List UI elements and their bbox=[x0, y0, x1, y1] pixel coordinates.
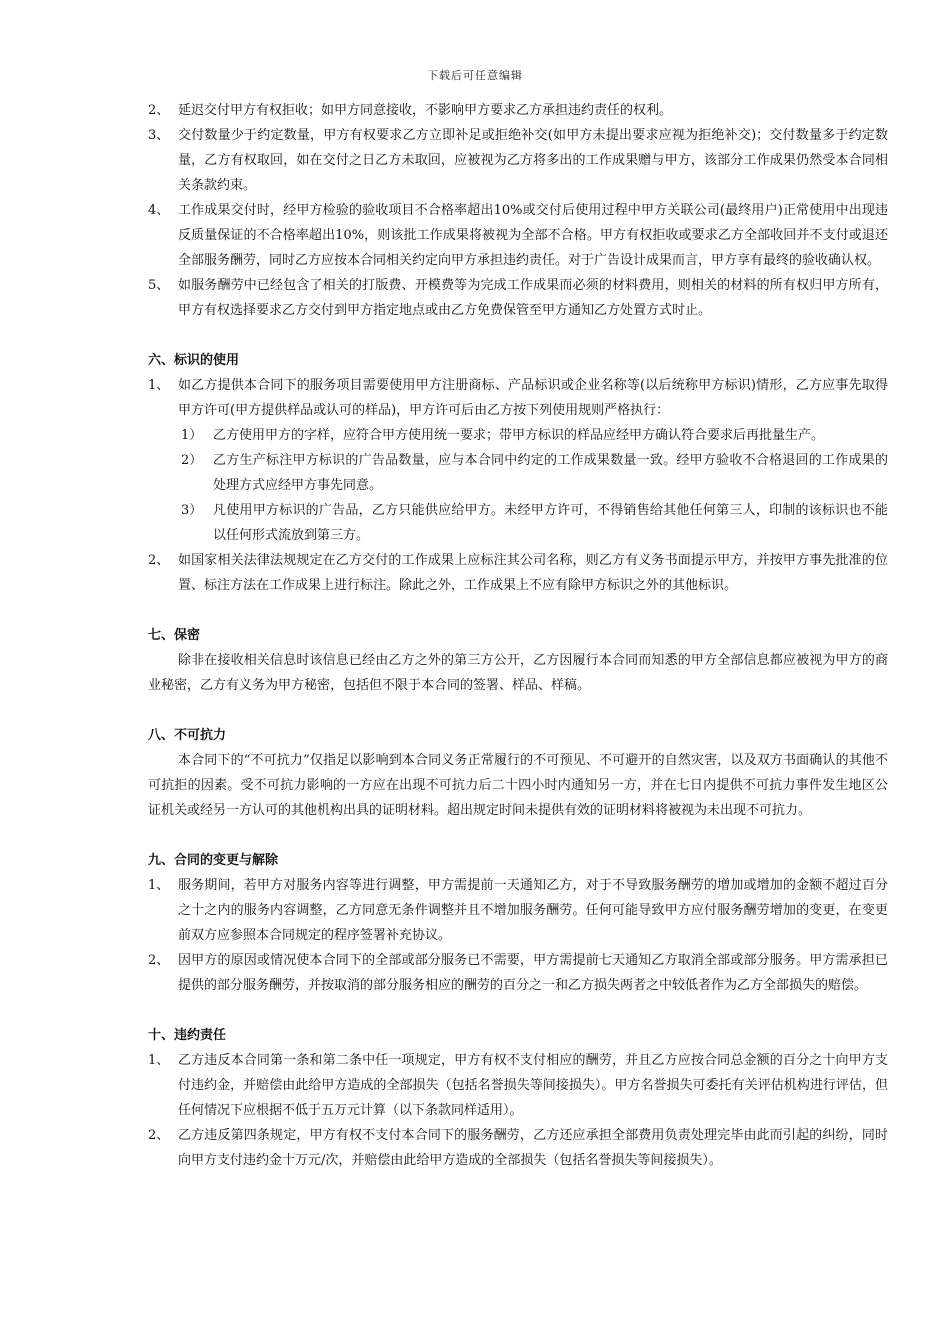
section-heading: 六、标识的使用 bbox=[148, 353, 240, 368]
sub-list-text: 凡使用甲方标识的广告品，乙方只能供应给甲方。未经甲方许可，不得销售给其他任何第三人，印制的该标识也不能以任何形式流放到第三方。 bbox=[213, 503, 888, 543]
sub-list-text: 乙方使用甲方的字样，应符合甲方使用统一要求；带甲方标识的样品应经甲方确认符合要求后再批量生产。 bbox=[213, 428, 825, 443]
list-item bbox=[148, 373, 888, 423]
document-body bbox=[148, 98, 888, 1173]
page-header: 下载后可任意编辑 bbox=[427, 69, 523, 82]
list-text: 如国家相关法律法规规定在乙方交付的工作成果上应标注其公司名称，则乙方有义务书面提示甲方，并按甲方事先批准的位置、标注方法在工作成果上进行标注。除此之外，工作成果上不应有除甲方标识之外的其他标识。 bbox=[178, 553, 888, 593]
list-item bbox=[148, 198, 888, 273]
list-text: 工作成果交付时，经甲方检验的验收项目不合格率超出10%或交付后使用过程中甲方关联公司(最终用户)正常使用中出现违反质量保证的不合格率超出10%，则该批工作成果将被视为全部不合格。甲方有权拒收或要求乙方全部收回并不支付或退还全部服务酬劳，同时乙方应按本合同相关约定向甲方承担违约责任。对于广告设计成果而言，甲方享有最终的验收确认权。 bbox=[178, 203, 888, 268]
list-text: 乙方违反本合同第一条和第二条中任一项规定，甲方有权不支付相应的酬劳，并且乙方应按合同总金额的百分之十向甲方支付违约金，并赔偿由此给甲方造成的全部损失（包括名誉损失等间接损失）。甲方名誉损失可委托有关评估机构进行评估，但任何情况下应根据不低于五万元计算（以下条款同样适用）。 bbox=[178, 1053, 888, 1118]
list-number: 5、 bbox=[148, 278, 170, 293]
sub-list-text: 乙方生产标注甲方标识的广告品数量，应与本合同中约定的工作成果数量一致。经甲方验收不合格退回的工作成果的处理方式应经甲方事先同意。 bbox=[213, 453, 888, 493]
list-item bbox=[148, 873, 888, 948]
list-number: 1、 bbox=[148, 878, 170, 893]
list-number: 4、 bbox=[148, 203, 170, 218]
list-item bbox=[148, 1123, 888, 1173]
list-item bbox=[148, 98, 888, 123]
section-heading: 八、不可抗力 bbox=[148, 728, 227, 743]
list-number: 2、 bbox=[148, 1128, 170, 1143]
list-item bbox=[148, 123, 888, 198]
section-paragraph: 除非在接收相关信息时该信息已经由乙方之外的第三方公开，乙方因履行本合同而知悉的甲方全部信息都应被视为甲方的商业秘密，乙方有义务为甲方秘密，包括但不限于本合同的签署、样品、样稿。 bbox=[148, 653, 888, 693]
list-text: 服务期间，若甲方对服务内容等进行调整，甲方需提前一天通知乙方，对于不导致服务酬劳的增加或增加的金额不超过百分之十之内的服务内容调整，乙方同意无条件调整并且不增加服务酬劳。任何可能导致甲方应付服务酬劳增加的变更，在变更前双方应参照本合同规定的程序签署补充协议。 bbox=[178, 878, 888, 943]
list-number: 1、 bbox=[148, 378, 170, 393]
list-item bbox=[148, 1048, 888, 1123]
list-text: 交付数量少于约定数量，甲方有权要求乙方立即补足或拒绝补交(如甲方未提出要求应视为拒绝补交)；交付数量多于约定数量，乙方有权取回，如在交付之日乙方未取回，应被视为乙方将多出的工作成果赠与甲方，该部分工作成果仍然受本合同相关条款约束。 bbox=[178, 128, 888, 193]
list-item bbox=[148, 273, 888, 323]
sub-list-number: 3） bbox=[181, 503, 203, 518]
section-heading: 十、违约责任 bbox=[148, 1028, 227, 1043]
sub-list-number: 1） bbox=[181, 428, 203, 443]
sub-list-item bbox=[181, 448, 888, 498]
section-heading: 七、保密 bbox=[148, 628, 201, 643]
section-paragraph: 本合同下的“不可抗力”仅指足以影响到本合同义务正常履行的不可预见、不可避开的自然灾害，以及双方书面确认的其他不可抗拒的因素。受不可抗力影响的一方应在出现不可抗力后二十四小时内通知另一方，并在七日内提供不可抗力事件发生地区公证机关或经另一方认可的其他机构出具的证明材料。超出规定时间未提供有效的证明材料将被视为未出现不可抗力。 bbox=[148, 753, 888, 818]
list-number: 2、 bbox=[148, 953, 170, 968]
list-number: 1、 bbox=[148, 1053, 170, 1068]
list-item bbox=[148, 948, 888, 998]
sub-list-item bbox=[181, 498, 888, 548]
list-text: 如乙方提供本合同下的服务项目需要使用甲方注册商标、产品标识或企业名称等(以后统称甲方标识)情形，乙方应事先取得甲方许可(甲方提供样品或认可的样品)，甲方许可后由乙方按下列使用规则严格执行： bbox=[178, 378, 888, 418]
list-text: 如服务酬劳中已经包含了相关的打版费、开模费等为完成工作成果而必须的材料费用，则相关的材料的所有权归甲方所有，甲方有权选择要求乙方交付到甲方指定地点或由乙方免费保管至甲方通知乙方处置方式时止。 bbox=[178, 278, 888, 318]
list-text: 延迟交付甲方有权拒收；如甲方同意接收，不影响甲方要求乙方承担违约责任的权利。 bbox=[178, 103, 673, 118]
list-text: 因甲方的原因或情况使本合同下的全部或部分服务已不需要，甲方需提前七天通知乙方取消全部或部分服务。甲方需承担已提供的部分服务酬劳，并按取消的部分服务相应的酬劳的百分之一和乙方损失两者之中较低者作为乙方全部损失的赔偿。 bbox=[178, 953, 888, 993]
section-heading: 九、合同的变更与解除 bbox=[148, 853, 279, 868]
list-item bbox=[148, 548, 888, 598]
sub-list-item bbox=[181, 423, 888, 448]
list-number: 2、 bbox=[148, 553, 170, 568]
sub-list-number: 2） bbox=[181, 453, 203, 468]
list-number: 3、 bbox=[148, 128, 170, 143]
list-number: 2、 bbox=[148, 103, 170, 118]
list-text: 乙方违反第四条规定，甲方有权不支付本合同下的服务酬劳，乙方还应承担全部费用负责处理完毕由此而引起的纠纷，同时向甲方支付违约金十万元/次，并赔偿由此给甲方造成的全部损失（包括名誉损失等间接损失）。 bbox=[178, 1128, 888, 1168]
